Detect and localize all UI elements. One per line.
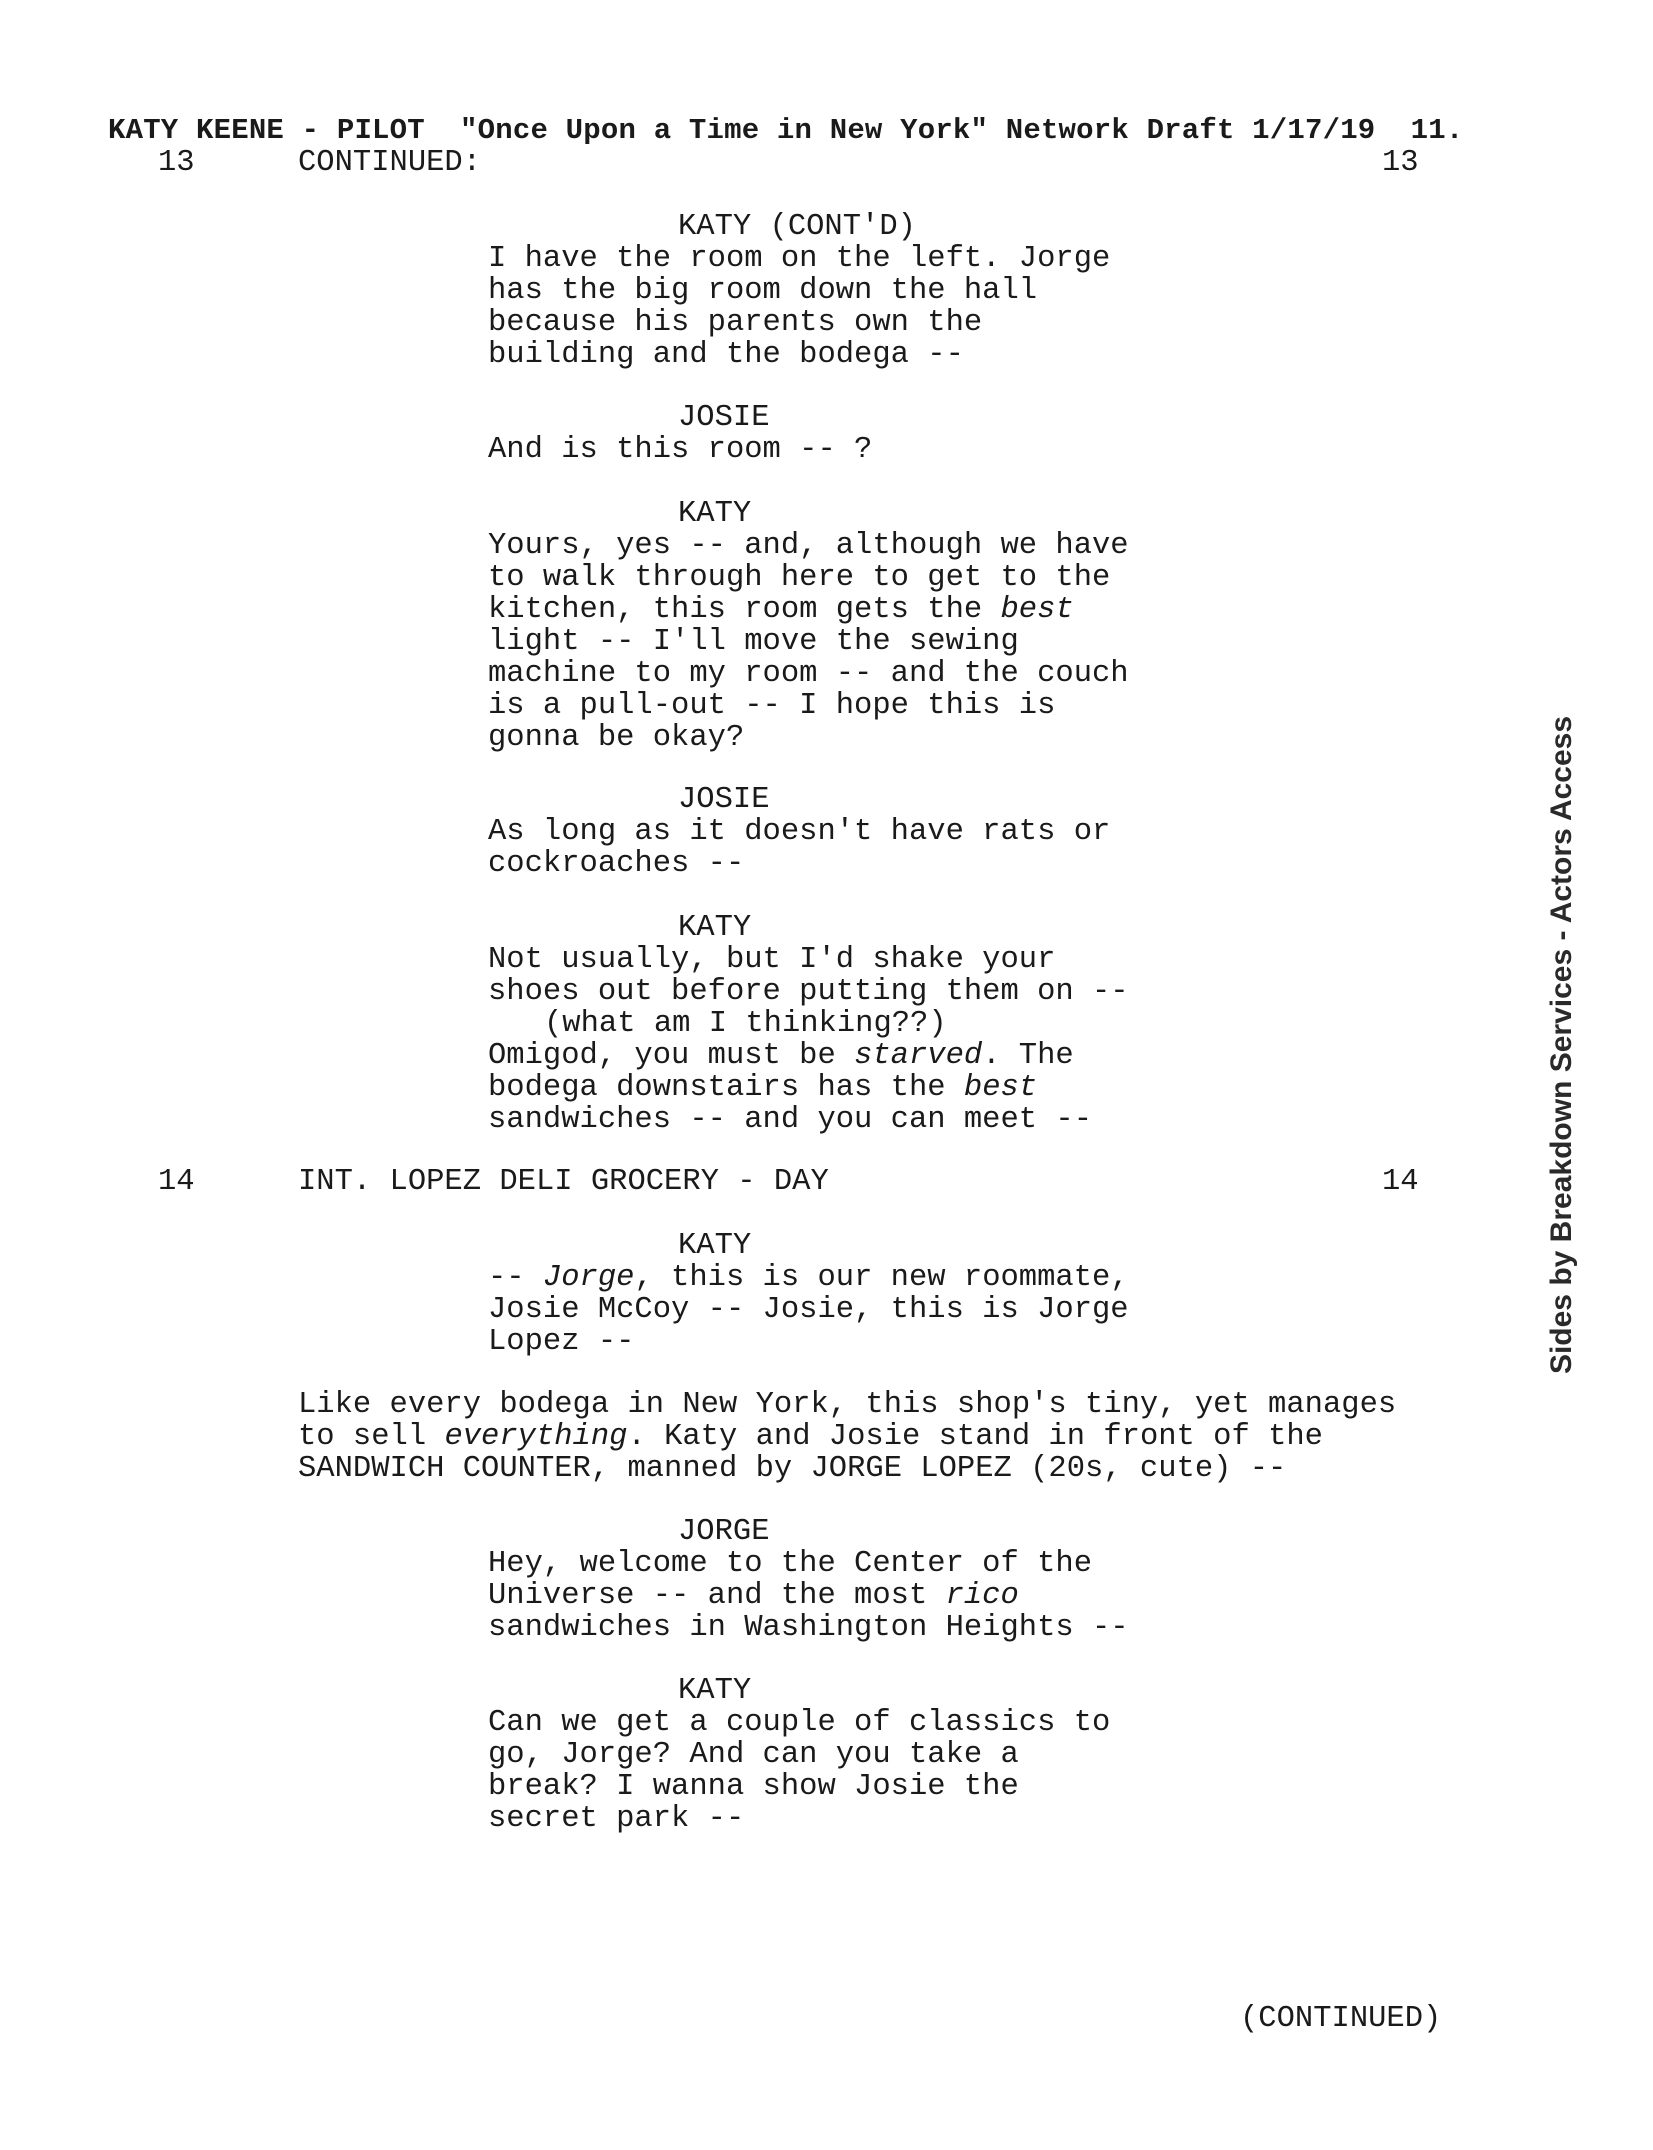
dialogue-text [488,1262,1188,1358]
dialogue-line: And is this room -- ? [488,433,873,467]
dialogue-line: is a pull-out -- I hope this is [488,689,1056,723]
dialogue-line: Josie McCoy -- Josie, this is Jorge [488,1293,1129,1327]
dialogue-line: Hey, welcome to the Center of the [488,1547,1092,1581]
dialogue-line [488,1072,1188,1104]
action-segment: . Katy and Josie stand in front of the [627,1420,1323,1454]
action-text [298,1389,1448,1485]
emphasis: everything [444,1420,628,1454]
dialogue-text [488,530,1188,754]
dialogue-line: gonna be okay? [488,721,745,755]
dialogue-segment: , this is our new roommate, [634,1261,1129,1295]
scene-number-right: 14 [1382,1165,1419,1199]
emphasis: rico [945,1579,1019,1613]
action-line [298,1421,1448,1453]
emphasis: Jorge [542,1261,635,1295]
dialogue-line: cockroaches -- [488,847,745,881]
character-name: JOSIE [678,401,770,435]
character-name: KATY (CONT'D) [678,210,916,244]
dialogue-segment: kitchen, this room gets the [488,593,1001,627]
dialogue-line: light -- I'll move the sewing [488,625,1019,659]
character-name: KATY [678,1674,752,1708]
character-name: KATY [678,911,752,945]
dialogue-text [488,434,1188,466]
scene-number-left: 13 [158,146,195,180]
action-line: Like every bodega in New York, this shop's tiny, yet manages [298,1388,1397,1422]
scene-number-left: 14 [158,1165,195,1199]
scene-heading: INT. LOPEZ DELI GROCERY - DAY [298,1165,829,1199]
side-watermark: Sides by Breakdown Services - Actors Access [1545,715,1578,1375]
dialogue-line: has the big room down the hall [488,274,1038,308]
dialogue-line: Yours, yes -- and, although we have [488,529,1129,563]
dialogue-text [488,1548,1188,1644]
dialogue-line [488,1040,1188,1072]
page-header: KATY KEENE - PILOT "Once Upon a Time in New York" Network Draft 1/17/19 11. [108,114,1464,147]
dialogue-line: secret park -- [488,1802,745,1836]
dialogue-segment: -- [488,1261,543,1295]
dialogue-text [488,243,1188,371]
action-line: SANDWICH COUNTER, manned by JORGE LOPEZ (20s, cute) -- [298,1452,1287,1486]
character-name: JOSIE [678,783,770,817]
dialogue-line [488,594,1188,626]
scene-number-right: 13 [1382,146,1419,180]
continued-footer: (CONTINUED) [1240,2002,1442,2036]
dialogue-text [488,1707,1188,1835]
dialogue-text [488,816,1188,880]
dialogue-line: As long as it doesn't have rats or [488,815,1111,849]
dialogue-segment: bodega downstairs has the [488,1071,964,1105]
dialogue-line: to walk through here to get to the [488,561,1111,595]
dialogue-line: Can we get a couple of classics to [488,1706,1111,1740]
emphasis: starved [854,1039,983,1073]
dialogue-line: I have the room on the left. Jorge [488,242,1111,276]
character-name: KATY [678,1229,752,1263]
dialogue-line: machine to my room -- and the couch [488,657,1129,691]
parenthetical: (what am I thinking??) [544,1007,947,1041]
scene-heading: CONTINUED: [298,146,482,180]
dialogue-text [488,944,1188,1136]
dialogue-line: break? I wanna show Josie the [488,1770,1019,1804]
dialogue-line: sandwiches in Washington Heights -- [488,1611,1129,1645]
dialogue-line: Lopez -- [488,1325,635,1359]
dialogue-segment: Omigod, you must be [488,1039,855,1073]
dialogue-line [488,1580,1188,1612]
emphasis: best [963,1071,1038,1105]
action-segment: to sell [298,1420,445,1454]
dialogue-line: shoes out before putting them on -- [488,975,1129,1009]
character-name: KATY [678,497,752,531]
dialogue-line: because his parents own the [488,306,983,340]
character-name: JORGE [678,1515,770,1549]
dialogue-line: go, Jorge? And can you take a [488,1738,1019,1772]
emphasis: best [1000,593,1074,627]
dialogue-line [488,1262,1188,1294]
dialogue-segment: . The [982,1039,1074,1073]
dialogue-segment: Universe -- and the most [488,1579,946,1613]
dialogue-line: Not usually, but I'd shake your [488,943,1056,977]
dialogue-line: sandwiches -- and you can meet -- [488,1103,1092,1137]
dialogue-line: building and the bodega -- [488,338,964,372]
